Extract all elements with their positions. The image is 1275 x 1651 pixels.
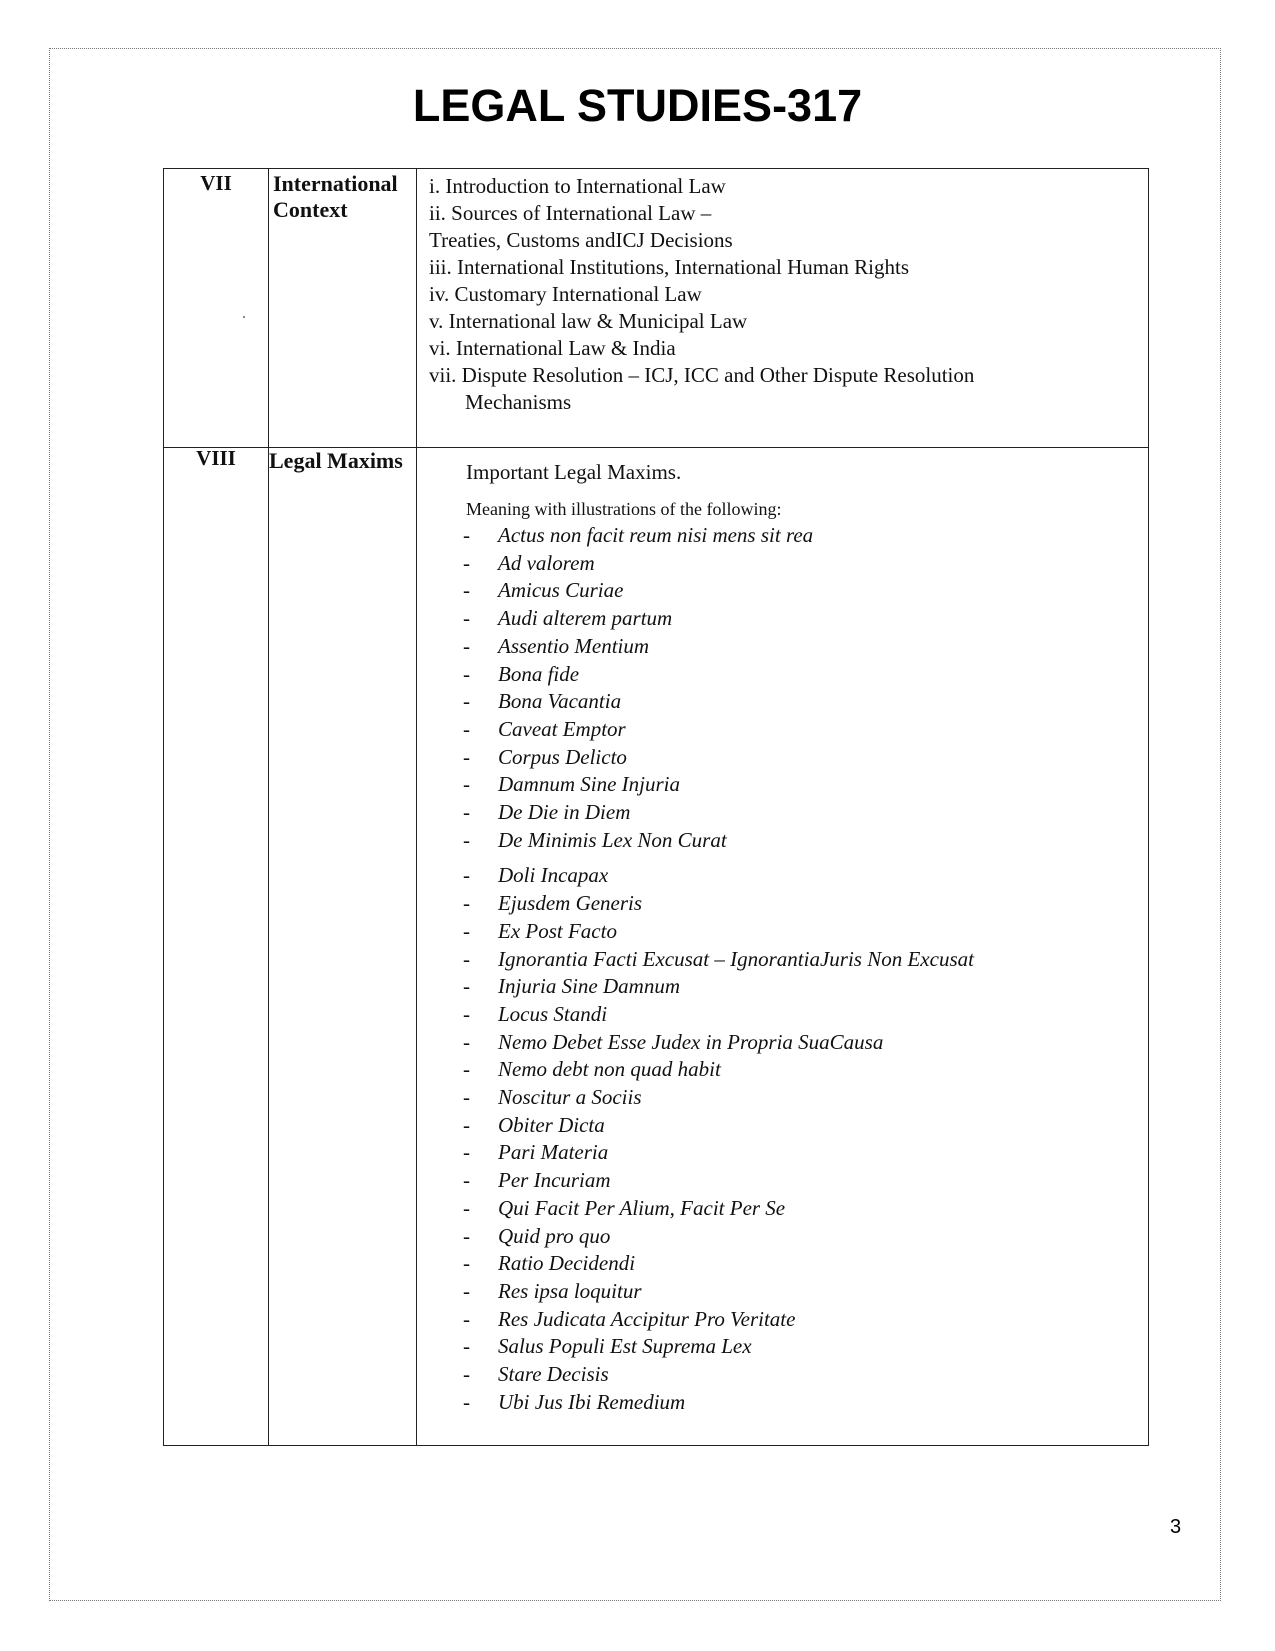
- list-item: - Ignorantia Facti Excusat – IgnorantiaJuris Non Excusat: [463, 946, 1148, 974]
- list-item: - Pari Materia: [463, 1139, 1148, 1167]
- list-item: - Doli Incapax: [463, 862, 1148, 890]
- list-item: - Ad valorem: [463, 550, 1148, 578]
- unit-topic-cell: [269, 448, 417, 1446]
- list-item: - Ratio Decidendi: [463, 1250, 1148, 1278]
- list-item: vi. International Law & India: [429, 336, 676, 360]
- list-item: - Assentio Mentium: [463, 633, 1148, 661]
- list-item: - Res Judicata Accipitur Pro Veritate: [463, 1306, 1148, 1334]
- unit-number-cell: [164, 169, 269, 448]
- list-item: - Salus Populi Est Suprema Lex: [463, 1333, 1148, 1361]
- list-item: - Stare Decisis: [463, 1361, 1148, 1389]
- unit-topic: Legal Maxims: [269, 448, 403, 473]
- unit-number-cell: [164, 448, 269, 1446]
- list-item: - Qui Facit Per Alium, Facit Per Se: [463, 1195, 1148, 1223]
- unit-number: VII: [200, 171, 232, 195]
- maxims-list: [417, 522, 1148, 1417]
- list-item: - Amicus Curiae: [463, 577, 1148, 605]
- unit-number: VIII: [196, 446, 236, 470]
- unit-topic-cell: [269, 169, 417, 448]
- list-item: - Caveat Emptor: [463, 716, 1148, 744]
- list-item: - Corpus Delicto: [463, 744, 1148, 772]
- list-item: - Nemo Debet Esse Judex in Propria SuaCausa: [463, 1029, 1148, 1057]
- list-item: - Res ipsa loquitur: [463, 1278, 1148, 1306]
- list-item: - Bona Vacantia: [463, 688, 1148, 716]
- list-item: - Ejusdem Generis: [463, 890, 1148, 918]
- page-number: 3: [1170, 1516, 1182, 1538]
- list-item: - Audi alterem partum: [463, 605, 1148, 633]
- list-item: - Locus Standi: [463, 1001, 1148, 1029]
- list-item: - Bona fide: [463, 661, 1148, 689]
- unit-topic: International Context: [273, 171, 398, 222]
- stray-dot: [243, 316, 245, 318]
- list-item: vii. Dispute Resolution – ICJ, ICC and Other Dispute Resolution: [429, 363, 975, 387]
- list-item: - Injuria Sine Damnum: [463, 973, 1148, 1001]
- list-item: - De Minimis Lex Non Curat: [463, 827, 1148, 855]
- maxims-subheading: Meaning with illustrations of the following:: [466, 499, 782, 519]
- list-item: - Actus non facit reum nisi mens sit rea: [463, 522, 1148, 550]
- list-item: ii. Sources of International Law –: [429, 201, 712, 225]
- list-item: iii. International Institutions, International Human Rights: [429, 255, 910, 279]
- list-item: Treaties, Customs andICJ Decisions: [429, 228, 733, 252]
- list-item: - Obiter Dicta: [463, 1112, 1148, 1140]
- list-item: iv. Customary International Law: [429, 282, 702, 306]
- list-item: - De Die in Diem: [463, 799, 1148, 827]
- list-item: - Nemo debt non quad habit: [463, 1056, 1148, 1084]
- maxims-heading: Important Legal Maxims.: [466, 460, 682, 484]
- list-item: - Quid pro quo: [463, 1223, 1148, 1251]
- list-item: - Per Incuriam: [463, 1167, 1148, 1195]
- unit-content-cell: [417, 169, 1149, 448]
- list-item: - Ubi Jus Ibi Remedium: [463, 1389, 1148, 1417]
- list-item: v. International law & Municipal Law: [429, 309, 748, 333]
- syllabus-table: [163, 168, 1149, 1446]
- unit-content-cell: [417, 448, 1149, 1446]
- list-item: i. Introduction to International Law: [429, 174, 726, 198]
- page-title: LEGAL STUDIES-317: [412, 80, 863, 131]
- list-item: Mechanisms: [465, 390, 572, 414]
- list-item: - Ex Post Facto: [463, 918, 1148, 946]
- table-row: [164, 169, 1149, 448]
- list-item: - Damnum Sine Injuria: [463, 771, 1148, 799]
- topic-list: [417, 169, 1148, 416]
- table-row: [164, 448, 1149, 1446]
- list-item: - Noscitur a Sociis: [463, 1084, 1148, 1112]
